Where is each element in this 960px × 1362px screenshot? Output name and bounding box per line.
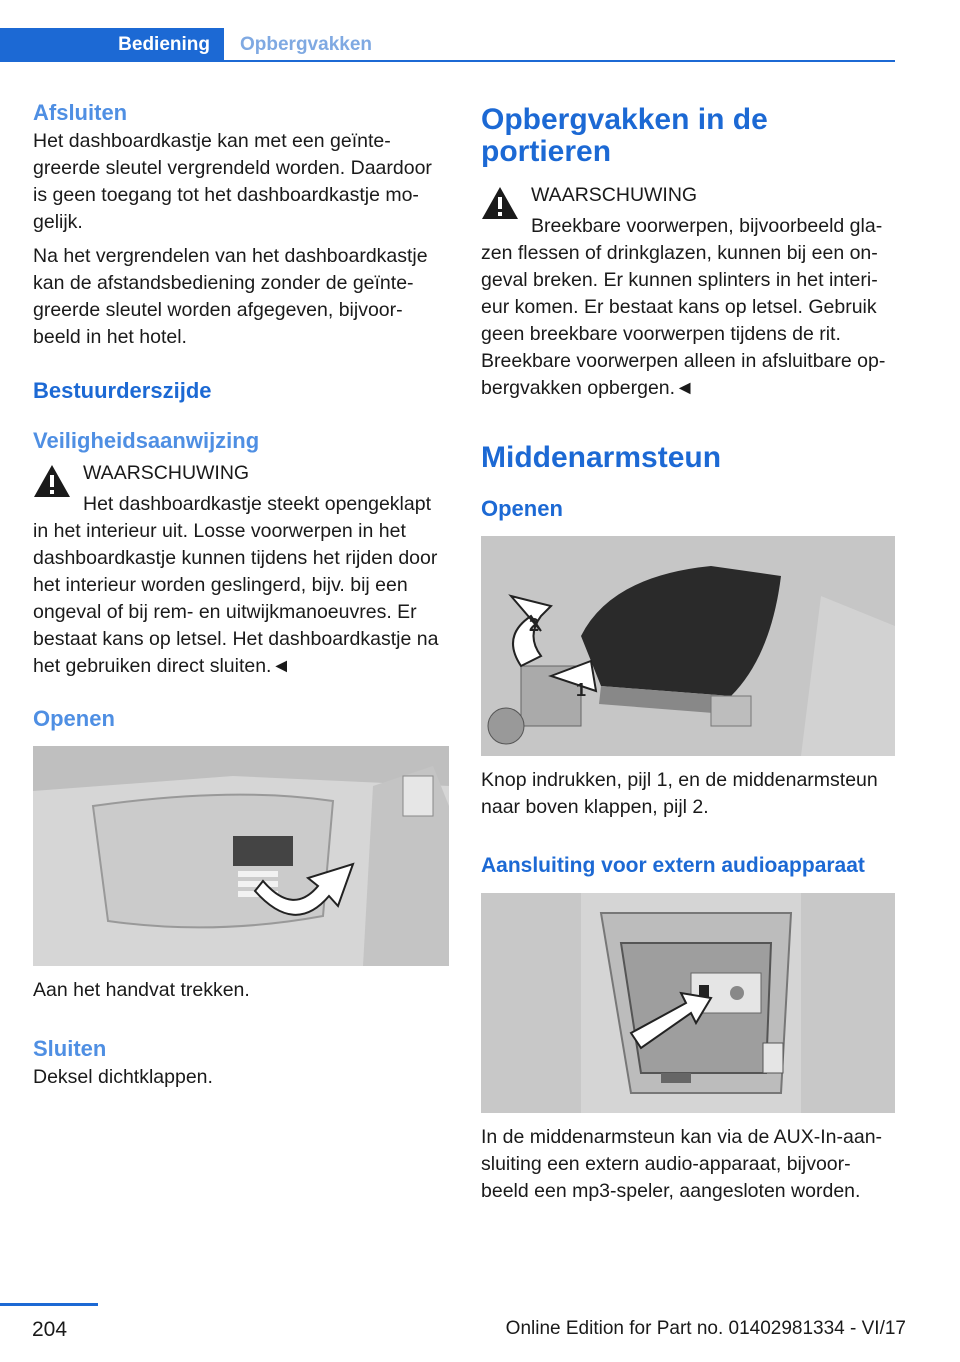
footer-rule (0, 1303, 98, 1306)
left-column (33, 98, 449, 1091)
warning-title: WAARSCHUWING (531, 184, 698, 206)
tab-opbergvakken[interactable]: Opbergvakken (240, 34, 372, 55)
heading-bestuurderszijde: Bestuurderszijde (33, 378, 212, 403)
glovebox-figure (33, 746, 449, 966)
heading-middenarmsteun: Middenarmsteun (481, 441, 722, 474)
caption-armrest: Knop indrukken, pijl 1, en de middenarmsteun naar boven klappen, pijl 2. (481, 769, 878, 818)
arrow-label-1: 1 (576, 680, 587, 700)
heading-sluiten: Sluiten (33, 1036, 107, 1061)
heading-openen-armsteun: Openen (481, 496, 563, 521)
heading-veiligheidsaanwijzing: Veiligheidsaanwijzing (33, 428, 260, 453)
tab-bediening[interactable]: Bediening (0, 28, 224, 62)
warning-body: Breekbare voorwerpen, bijvoorbeeld gla- zen flessen of drinkglazen, kunnen bij een on- geval breken. Er kunnen splinters in het interi- eur komen. Er bestaat kans op letsel. Gebruik geen breekbare voorwerpen tijdens de rit. Breekbare voorwerpen alleen in afsluitbare op- bergvakken opbergen.◄ (481, 215, 886, 399)
caption-glovebox: Aan het handvat trekken. (33, 979, 250, 1001)
heading-afsluiten: Afsluiten (33, 100, 128, 125)
right-column (481, 98, 895, 1205)
page-number: 204 (32, 1318, 68, 1341)
warning-triangle-icon (481, 186, 519, 220)
heading-aux-aansluiting: Aansluiting voor extern audioapparaat (481, 854, 865, 877)
warning-title: WAARSCHUWING (83, 462, 250, 484)
warning-block-portieren (481, 182, 895, 209)
heading-openen-dashboard: Openen (33, 706, 115, 731)
paragraph-afsluiten-1: Het dashboardkastje kan met een geïnte- greerde sleutel vergrendeld worden. Daardoor is geen toegang tot het dashboardkastje mo- gelijk. (33, 130, 432, 233)
warning-block-dashboard (33, 460, 449, 487)
paragraph-afsluiten-2: Na het vergrendelen van het dashboardkastje kan de afstandsbediening zonder de geïnte- greerde sleutel worden afgegeven, bijvoor- beeld in het hotel. (33, 245, 428, 348)
paragraph-sluiten: Deksel dichtklappen. (33, 1066, 213, 1088)
arrow-label-2: 2 (529, 615, 540, 635)
heading-opbergvakken-portieren: Opbergvakken in de portieren (481, 103, 768, 168)
warning-triangle-icon (33, 464, 71, 498)
header-rule (0, 60, 895, 62)
aux-figure (481, 893, 895, 1113)
armrest-figure (481, 536, 895, 756)
caption-aux: In de middenarmsteun kan via de AUX-In-aan- sluiting een extern audio-apparaat, bijvoor- beeld een mp3-speler, aangesloten worden. (481, 1126, 883, 1202)
header-tabs (0, 28, 895, 62)
warning-body: Het dashboardkastje steekt opengeklapt in het interieur uit. Losse voorwerpen in het dashboardkastje kunnen tijdens het rijden door het interieur worden geslingerd, bijv. bij een ongeval of bij rem- en uitwijkmanoeuvres. Er bestaat kans op letsel. Het dashboardkastje na het gebruiken direct sluiten.◄ (33, 493, 439, 677)
edition-note: Online Edition for Part no. 01402981334 - VI/17 (505, 1318, 906, 1339)
